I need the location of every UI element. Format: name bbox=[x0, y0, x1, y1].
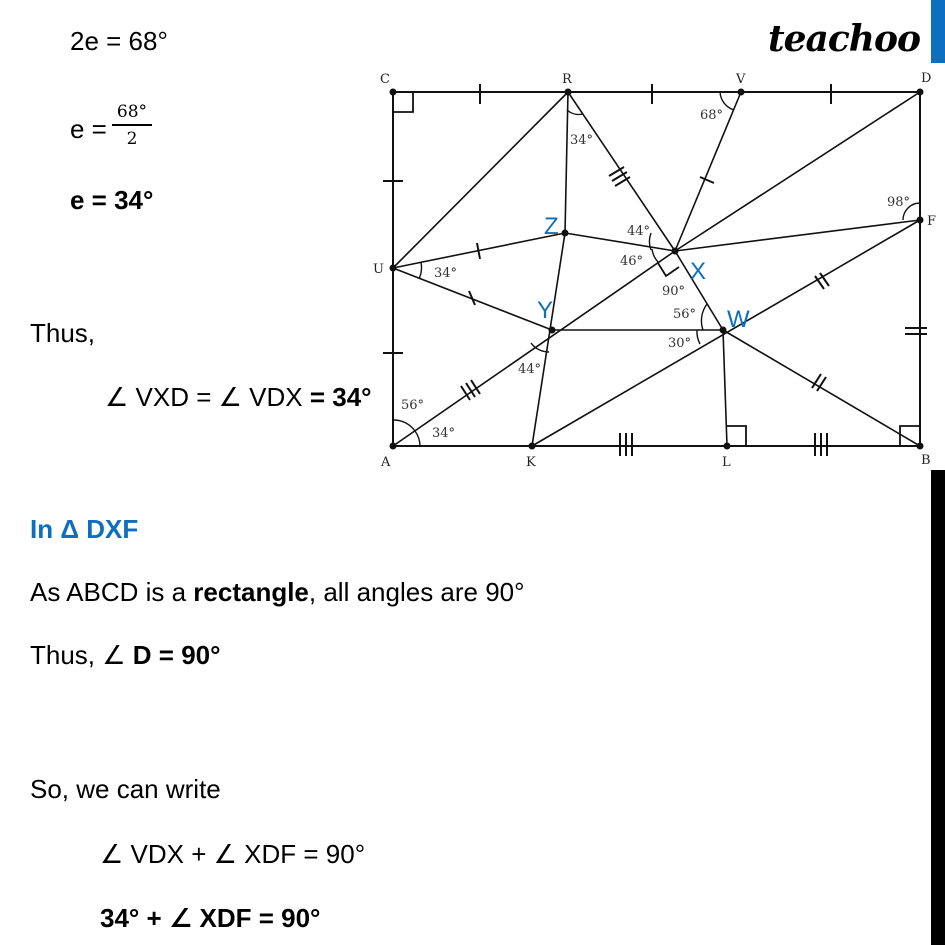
angle-equality-value: = 34° bbox=[309, 382, 372, 412]
angle-w-30: 30° bbox=[668, 336, 692, 351]
point-x: X bbox=[690, 258, 707, 285]
angle-u-34: 34° bbox=[434, 266, 458, 281]
angle-a-34: 34° bbox=[432, 426, 456, 441]
thus-label: Thus, bbox=[30, 318, 96, 348]
vertex-l: L bbox=[722, 455, 731, 470]
equation-2e: 2e = 68° bbox=[70, 26, 168, 56]
angle-x-44: 44° bbox=[627, 224, 651, 239]
angle-d-pre: Thus, ∠ bbox=[30, 640, 133, 670]
vertex-f: F bbox=[927, 214, 937, 229]
vertex-v: V bbox=[736, 72, 746, 87]
vertex-a: A bbox=[381, 455, 391, 470]
rectangle-statement-post: , all angles are 90° bbox=[308, 577, 525, 607]
vertex-u: U bbox=[373, 262, 384, 277]
angle-r-34: 34° bbox=[570, 133, 594, 148]
point-w: W bbox=[727, 306, 750, 333]
vertex-d: D bbox=[921, 71, 932, 86]
rectangle-statement-pre: As ABCD is a bbox=[30, 577, 194, 607]
angle-w-56: 56° bbox=[673, 307, 697, 322]
angle-a-56: 56° bbox=[401, 398, 425, 413]
vertex-b: B bbox=[921, 453, 931, 468]
vertex-k: K bbox=[526, 455, 536, 470]
angle-y-44: 44° bbox=[518, 362, 542, 377]
angle-f-98: 98° bbox=[887, 195, 911, 210]
vertex-c: C bbox=[380, 72, 390, 87]
angle-equality-text: ∠ VXD = ∠ VDX bbox=[105, 382, 310, 412]
fraction-denominator: 2 bbox=[126, 129, 138, 149]
section-heading: In Δ DXF bbox=[30, 514, 139, 544]
fraction-numerator: 68° bbox=[112, 102, 152, 126]
angle-x-46: 46° bbox=[620, 254, 644, 269]
equation-sum: ∠ VDX + ∠ XDF = 90° bbox=[100, 839, 366, 869]
equation-e-prefix: e = bbox=[70, 114, 107, 144]
angle-x-90: 90° bbox=[662, 284, 686, 299]
point-z: Z bbox=[544, 213, 559, 240]
equation-e-result: e = 34° bbox=[70, 185, 154, 215]
teachoo-logo: teachoo bbox=[768, 18, 920, 60]
point-y: Y bbox=[537, 297, 554, 324]
so-write-label: So, we can write bbox=[30, 774, 221, 804]
rectangle-statement-bold: rectangle bbox=[193, 577, 309, 607]
angle-d-value: D = 90° bbox=[132, 640, 221, 670]
angle-v-68: 68° bbox=[700, 108, 724, 123]
vertex-r: R bbox=[562, 72, 572, 87]
equation-substituted: 34° + ∠ XDF = 90° bbox=[100, 903, 321, 933]
